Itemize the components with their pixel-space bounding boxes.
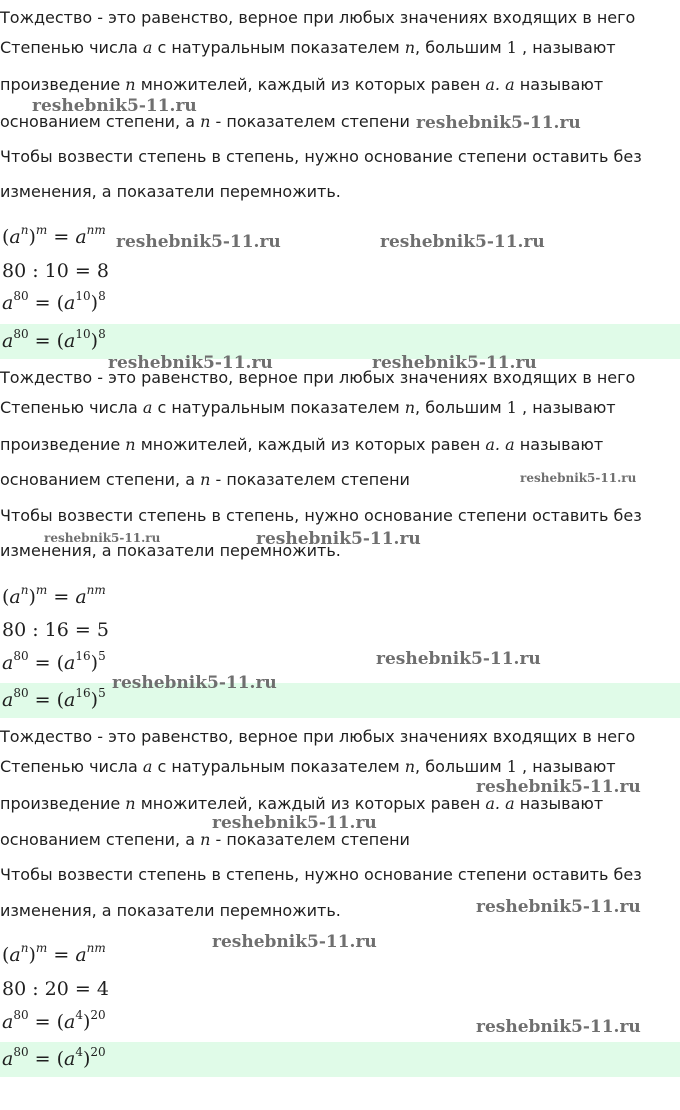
watermark: reshebnik5-11.ru [108,353,273,373]
rule-line-1: Чтобы возвести степень в степень, нужно основание степени оставить без [0,506,642,525]
division-step: 80 : 20 = 4 [2,978,109,1000]
watermark: reshebnik5-11.ru [112,673,277,693]
power-rule-formula: $(a^n)^m = a^{nm}$ [2,223,106,248]
power-step: $a^{80} = (a^4)^{20}$ [2,1008,106,1033]
watermark: reshebnik5-11.ru [376,649,541,669]
product-line: произведение n множителей, каждый из которых равен a. a называют [0,794,604,813]
answer: $a^{80} = (a^{16})^5$ [2,686,106,711]
rule-line-2: изменения, а показатели перемножить. [0,541,341,560]
base-line: основанием степени, а n - показателем степени [0,830,410,849]
rule-line-1: Чтобы возвести степень в степень, нужно основание степени оставить без [0,147,642,166]
power-step: $a^{80} = (a^{10})^8$ [2,289,106,314]
power-step: $a^{80} = (a^{16})^5$ [2,649,106,674]
definition-line: Степенью числа a с натуральным показателем n, большим 1 , называют [0,398,616,417]
definition-line: Степенью числа a с натуральным показателем n, большим 1 , называют [0,38,616,57]
watermark: reshebnik5-11.ru [256,529,421,549]
watermark: reshebnik5-11.ru [212,813,377,833]
identity-text: Тождество - это равенство, верное при любых значениях входящих в него [0,368,636,387]
answer: $a^{80} = (a^4)^{20}$ [2,1045,106,1070]
rule-line-2: изменения, а показатели перемножить. [0,182,341,201]
watermark: reshebnik5-11.ru [476,777,641,797]
power-rule-formula: $(a^n)^m = a^{nm}$ [2,583,106,608]
watermark: reshebnik5-11.ru [520,471,637,485]
answer: $a^{80} = (a^{10})^8$ [2,327,106,352]
watermark: reshebnik5-11.ru [372,353,537,373]
base-line: основанием степени, а n - показателем степени [0,470,410,489]
division-step: 80 : 16 = 5 [2,619,109,641]
identity-text: Тождество - это равенство, верное при любых значениях входящих в него [0,8,636,27]
identity-text: Тождество - это равенство, верное при любых значениях входящих в него [0,727,636,746]
watermark: reshebnik5-11.ru [44,531,161,545]
watermark: reshebnik5-11.ru [380,232,545,252]
product-line: произведение n множителей, каждый из которых равен a. a называют [0,75,604,94]
product-line: произведение n множителей, каждый из которых равен a. a называют [0,435,604,454]
watermark: reshebnik5-11.ru [116,232,281,252]
watermark: reshebnik5-11.ru [212,932,377,952]
watermark: reshebnik5-11.ru [476,897,641,917]
power-rule-formula: $(a^n)^m = a^{nm}$ [2,941,106,966]
rule-line-1: Чтобы возвести степень в степень, нужно основание степени оставить без [0,865,642,884]
rule-line-2: изменения, а показатели перемножить. [0,901,341,920]
watermark: reshebnik5-11.ru [416,113,581,133]
division-step: 80 : 10 = 8 [2,260,109,282]
watermark: reshebnik5-11.ru [32,96,197,116]
definition-line: Степенью числа a с натуральным показателем n, большим 1 , называют [0,757,616,776]
base-line: основанием степени, а n - показателем степени [0,112,410,131]
watermark: reshebnik5-11.ru [476,1017,641,1037]
